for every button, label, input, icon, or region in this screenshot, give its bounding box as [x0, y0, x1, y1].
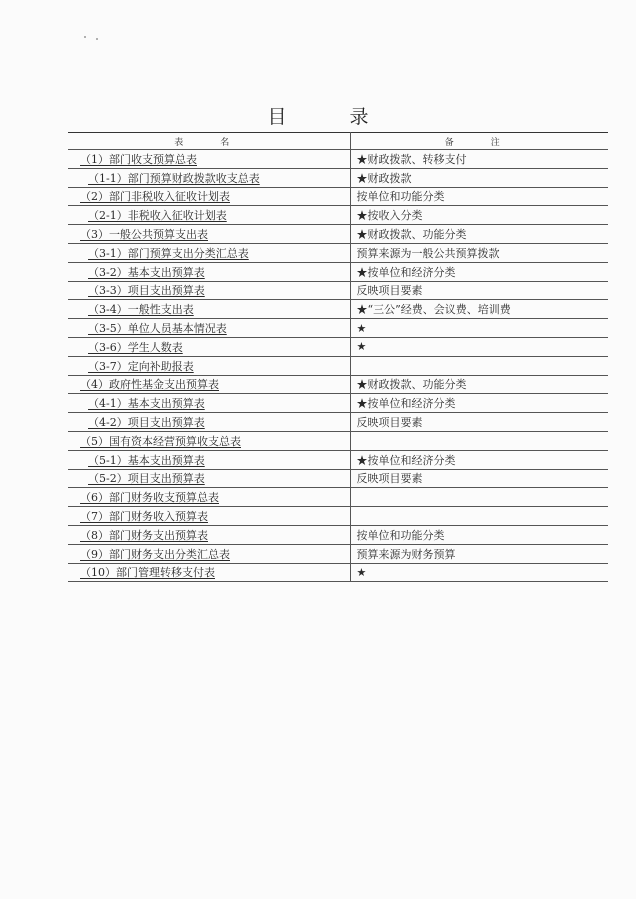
table-row [68, 319, 608, 338]
table-cell-note: 预算来源为财务预算 [350, 544, 608, 563]
column-header-note: 备 注 [350, 133, 608, 150]
scan-speck [96, 38, 98, 40]
table-cell-note: ★按单位和经济分类 [350, 394, 608, 413]
table-cell-name [68, 150, 350, 169]
table-cell-note [350, 431, 608, 450]
table-row [68, 225, 608, 244]
scan-speck [84, 36, 86, 38]
table-cell-note: ★财政拨款、转移支付 [350, 150, 608, 169]
table-row [68, 488, 608, 507]
table-link[interactable]: （10）部门管理转移支付表 [80, 566, 215, 580]
table-link[interactable]: （2）部门非税收入征收计划表 [80, 190, 230, 204]
table-link[interactable]: （5-2）项目支出预算表 [88, 472, 205, 486]
table-cell-note: ★按收入分类 [350, 206, 608, 225]
table-row [68, 262, 608, 281]
table-cell-note: ★财政拨款 [350, 168, 608, 187]
table-cell-name [68, 488, 350, 507]
table-cell-name [68, 394, 350, 413]
table-link[interactable]: （3-5）单位人员基本情况表 [88, 322, 227, 336]
table-link[interactable]: （4）政府性基金支出预算表 [80, 378, 219, 392]
column-header-name: 表 名 [68, 133, 350, 150]
table-row [68, 563, 608, 582]
table-cell-note: 按单位和功能分类 [350, 187, 608, 206]
table-row [68, 431, 608, 450]
table-row [68, 544, 608, 563]
table-cell-note: 反映项目要素 [350, 469, 608, 488]
table-cell-name [68, 563, 350, 582]
table-row [68, 507, 608, 526]
table-cell-name [68, 431, 350, 450]
table-cell-note: ★财政拨款、功能分类 [350, 375, 608, 394]
table-link[interactable]: （4-2）项目支出预算表 [88, 416, 205, 430]
table-row [68, 150, 608, 169]
table-cell-name [68, 507, 350, 526]
table-link[interactable]: （7）部门财务收入预算表 [80, 510, 208, 524]
table-row [68, 168, 608, 187]
table-link[interactable]: （3-3）项目支出预算表 [88, 284, 205, 298]
table-cell-name [68, 262, 350, 281]
table-cell-name [68, 281, 350, 300]
table-header-row [68, 133, 608, 150]
table-row [68, 525, 608, 544]
table-cell-name [68, 356, 350, 375]
table-row [68, 281, 608, 300]
table-row [68, 469, 608, 488]
table-row [68, 450, 608, 469]
table-link[interactable]: （5）国有资本经营预算收支总表 [80, 434, 241, 448]
table-link[interactable]: （2-1）非税收入征收计划表 [88, 209, 227, 223]
table-link[interactable]: （3-1）部门预算支出分类汇总表 [88, 246, 249, 260]
table-link[interactable]: （3-7）定向补助报表 [88, 359, 194, 373]
table-cell-note: ★按单位和经济分类 [350, 262, 608, 281]
table-cell-name [68, 187, 350, 206]
table-cell-note: 按单位和功能分类 [350, 525, 608, 544]
table-cell-name [68, 469, 350, 488]
table-cell-name [68, 450, 350, 469]
table-link[interactable]: （8）部门财务支出预算表 [80, 528, 208, 542]
table-cell-note: ★按单位和经济分类 [350, 450, 608, 469]
table-link[interactable]: （1）部门收支预算总表 [80, 152, 197, 166]
table-cell-note [350, 507, 608, 526]
table-cell-note: 反映项目要素 [350, 413, 608, 432]
table-cell-note: ★“三公”经费、会议费、培训费 [350, 300, 608, 319]
table-cell-name [68, 300, 350, 319]
page-title: 目 录 [267, 106, 391, 128]
table-cell-note [350, 488, 608, 507]
table-cell-name [68, 206, 350, 225]
table-row [68, 243, 608, 262]
table-link[interactable]: （4-1）基本支出预算表 [88, 397, 205, 411]
table-cell-name [68, 544, 350, 563]
table-cell-note: 预算来源为一般公共预算拨款 [350, 243, 608, 262]
table-cell-name [68, 337, 350, 356]
table-row [68, 413, 608, 432]
table-row [68, 394, 608, 413]
table-cell-name [68, 168, 350, 187]
table-cell-note: 反映项目要素 [350, 281, 608, 300]
table-body [68, 150, 608, 582]
table-row [68, 206, 608, 225]
table-link[interactable]: （3-4）一般性支出表 [88, 303, 194, 317]
table-link[interactable]: （3-6）学生人数表 [88, 340, 183, 354]
table-cell-note [350, 356, 608, 375]
table-row [68, 356, 608, 375]
table-row [68, 337, 608, 356]
table-link[interactable]: （3）一般公共预算支出表 [80, 228, 208, 242]
table-cell-name [68, 243, 350, 262]
table-row [68, 375, 608, 394]
table-cell-note: ★财政拨款、功能分类 [350, 225, 608, 244]
table-row [68, 187, 608, 206]
table-cell-name [68, 375, 350, 394]
table-cell-note: ★ [350, 563, 608, 582]
table-link[interactable]: （6）部门财务收支预算总表 [80, 491, 219, 505]
table-row [68, 300, 608, 319]
table-cell-name [68, 319, 350, 338]
table-cell-name [68, 225, 350, 244]
table-link[interactable]: （3-2）基本支出预算表 [88, 265, 205, 279]
table-cell-name [68, 525, 350, 544]
table-link[interactable]: （5-1）基本支出预算表 [88, 453, 205, 467]
table-cell-name [68, 413, 350, 432]
table-link[interactable]: （9）部门财务支出分类汇总表 [80, 547, 230, 561]
table-link[interactable]: （1-1）部门预算财政拨款收支总表 [88, 171, 260, 185]
contents-table [68, 132, 608, 582]
table-cell-note: ★ [350, 337, 608, 356]
table-cell-note: ★ [350, 319, 608, 338]
